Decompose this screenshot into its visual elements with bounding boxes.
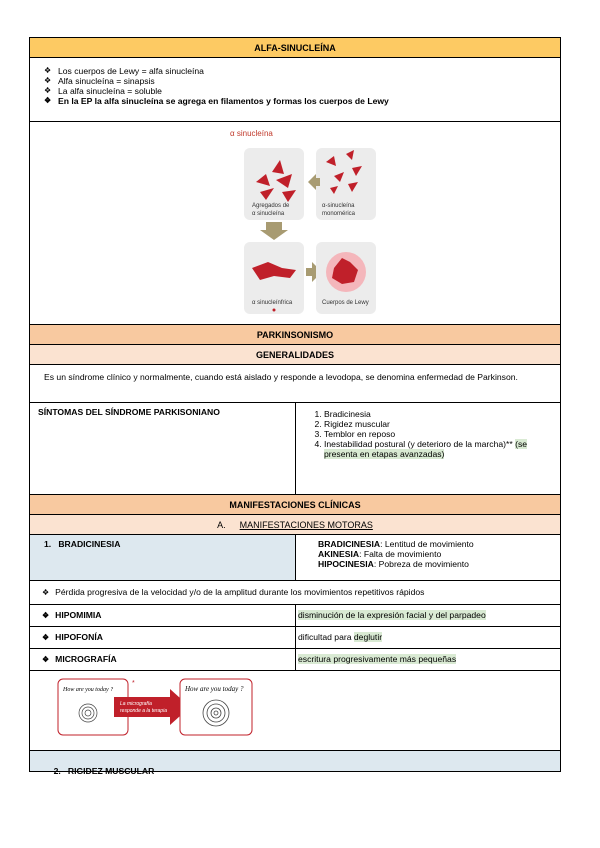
sintomas-label: SÍNTOMAS DEL SÍNDROME PARKISONIANO [30,403,296,494]
diamond-bullet-icon: ❖ [44,86,52,95]
notes-table [29,37,561,776]
def-line: BRADICINESIA: Lentitud de movimiento [318,539,474,549]
sintomas-row [30,403,560,495]
sintoma-item: 1. Bradicinesia [324,409,554,419]
sintoma-item: 2. Rigidez muscular [324,419,554,429]
label-fibrillar: α sinucleínfrica [252,300,293,306]
panel-monomerica [316,148,376,220]
diamond-bullet-icon: ❖ [44,76,52,85]
rigidez-row [30,751,560,776]
alfa-bullet: ❖ Alfa sinucleína = sinapsis [44,76,155,86]
handwriting-right: How are you today ? [185,685,244,693]
handwriting-left: How are you today ? [63,687,114,693]
bradicinesia-row [30,535,560,581]
alfa-bullet: ❖ En la EP la alfa sinucleína se agrega en filamentos y formas los cuerpos de Lewy [44,96,389,106]
def-line: AKINESIA: Falta de movimiento [318,549,442,559]
motoras-title: MANIFESTACIONES MOTORAS [239,519,373,530]
bradicinesia-defs [296,535,560,580]
alfa-bullet: ❖ Los cuerpos de Lewy = alfa sinucleína [44,66,204,76]
parkinsonismo-title: PARKINSONISMO [256,329,334,340]
label-agregados: Agregados de [252,203,290,209]
alfa-bullets [30,58,560,122]
hipofonia-label: ❖ HIPOFONÍA [30,627,296,648]
micrografia-figure-row [30,671,560,751]
generalidades-header [30,345,560,365]
bradicinesia-label: 1. BRADICINESIA [30,535,296,580]
hipomimia-value: disminución de la expresión facial y del parpadeo [298,610,486,620]
alfa-bullet: ❖ La alfa sinucleína = soluble [44,86,162,96]
diamond-bullet-icon: ❖ [42,655,50,664]
label-agregados-2: α sinucleína [252,211,285,217]
rigidez-label: 2. RIGIDEZ MUSCULAR [53,766,155,776]
generalidades-title: GENERALIDADES [255,349,334,360]
alfa-figure-row [30,122,560,325]
hipofonia-row [30,627,560,649]
alfa-title: ALFA-SINUCLEÍNA [254,42,336,53]
label-lewy: Cuerpos de Lewy [322,300,369,306]
parkinsonismo-header [30,325,560,345]
manifestaciones-title: MANIFESTACIONES CLÍNICAS [229,499,361,510]
alfa-sinucleina-figure [30,122,560,324]
sintoma-item: 4. Inestabilidad postural (y deterioro de la marcha)** (se presenta en etapas avanzadas) [324,439,554,459]
def-line: HIPOCINESIA: Pobreza de movimiento [318,559,469,569]
figure-title: α sinucleína [230,129,273,138]
micrografia-value: escritura progresivamente más pequeñas [298,654,457,664]
hipomimia-label: ❖ HIPOMIMIA [30,605,296,626]
diamond-bullet-icon: ❖ [42,588,50,597]
micrografia-figure [30,671,290,749]
sintomas-list [296,403,560,494]
diamond-bullet-icon: ❖ [42,611,50,620]
perdida-row: ❖ Pérdida progresiva de la velocidad y/o de la amplitud durante los movimientos repetitivos rápidos [30,581,560,605]
micrografia-row [30,649,560,671]
asterisk-mark: * [132,680,135,687]
panel-agregados [244,148,304,220]
hipomimia-row [30,605,560,627]
motoras-header [30,515,560,535]
micrografia-label: ❖ MICROGRAFÍA [30,649,296,670]
label-monomerica-2: monomérica [322,211,356,217]
sintoma-item: 3. Temblor en reposo [324,429,554,439]
diamond-bullet-icon: ❖ [42,633,50,642]
motoras-letter: A. [217,519,226,530]
label-monomerica: α-sinucleína [322,203,355,209]
sintoma-note: (se presenta en etapas avanzadas) [324,439,528,459]
generalidades-text: Es un síndrome clínico y normalmente, cuando está aislado y responde a levodopa, se denomina enfermedad de Parkinson. [30,365,560,403]
diamond-bullet-icon: ❖ [44,66,52,75]
arrow-caption-1: La micrografía [120,701,152,707]
asterisk-dot [273,309,276,312]
arrow-down-icon [260,222,288,240]
alfa-header [30,38,560,58]
manifestaciones-header [30,495,560,515]
hipofonia-value: dificultad para deglutir [298,632,383,642]
arrow-caption-2: responde a la terapia [120,708,167,714]
diamond-bullet-icon: ❖ [44,96,52,105]
